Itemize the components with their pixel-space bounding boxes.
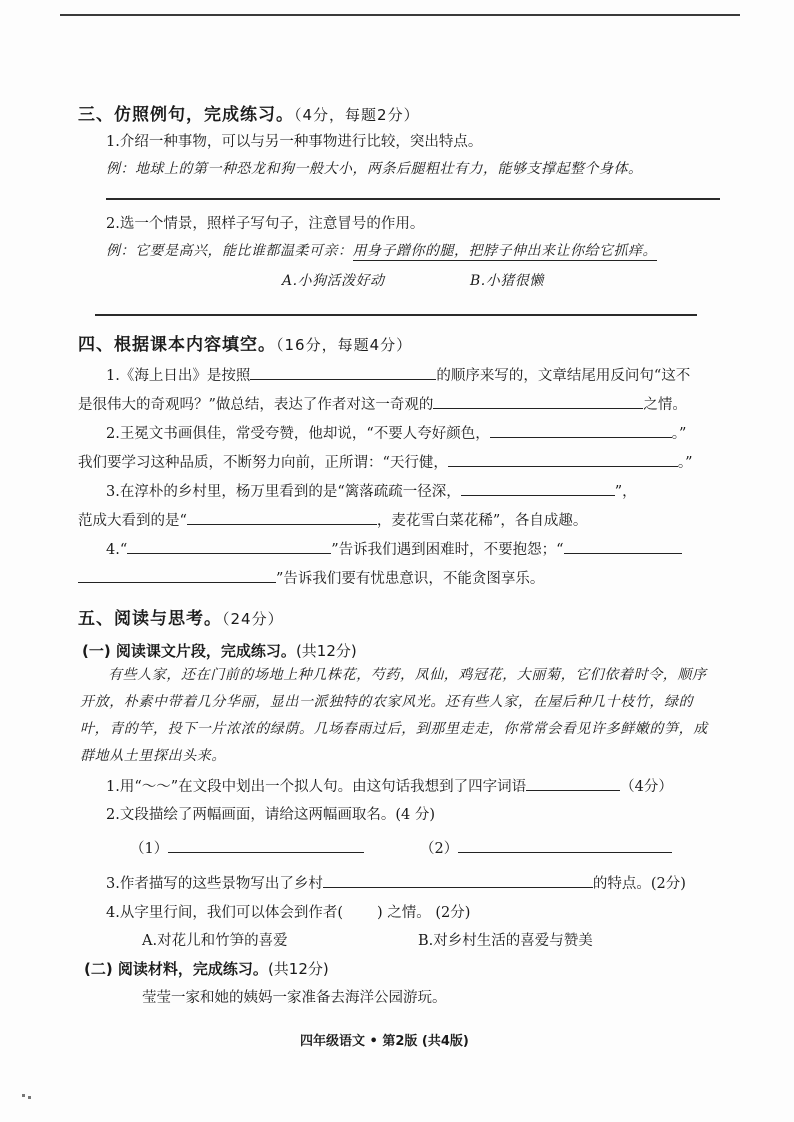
sec5-part2-title: (二) 阅读材料，完成练习。 — [84, 960, 268, 978]
scan-speck — [28, 1096, 31, 1099]
sec5-q2: 2.文段描绘了两幅画面，请给这两幅画取名。(4 分) — [106, 807, 435, 823]
sec5-q3 — [106, 872, 686, 893]
sec3-example-2-underlined: 用身子蹭你的腿，把脖子伸出来让你给它抓痒。 — [352, 243, 657, 259]
section-5-points: （24分） — [222, 610, 284, 628]
sec4-q4-line1 — [106, 538, 682, 559]
section-3-title: 三、仿照例句，完成练习。 — [78, 105, 294, 125]
top-rule — [60, 14, 740, 16]
sec4-q3-line2 — [78, 509, 587, 530]
blank-sunrise-feeling[interactable] — [433, 393, 643, 409]
sec5-q2-label-1: （1） — [130, 841, 169, 857]
blank-proverb-1[interactable] — [127, 538, 331, 554]
sec3-example-1: 例：地球上的第一种恐龙和狗一般大小，两条后腿粗壮有力，能够支撑起整个身体。 — [106, 161, 643, 177]
sec5-q3-text-b: 的特点。(2分) — [592, 876, 686, 892]
sec5-part1-heading — [82, 640, 357, 661]
sec5-q1-text: 1.用“～～”在文段中划出一个拟人句。由这句话我想到了四字词语 — [106, 779, 527, 795]
sec4-q2-text-b: 。” — [671, 426, 687, 442]
sec3-question-1: 1.介绍一种事物，可以与另一种事物进行比较，突出特点。 — [106, 134, 483, 150]
sec4-q3-text-a: 3.在淳朴的乡村里，杨万里看到的是“篱落疏疏一径深， — [106, 484, 461, 500]
sec5-part2-text: 莹莹一家和她的姨妈一家准备去海洋公园游玩。 — [142, 990, 447, 1006]
answer-line-3-2 — [95, 314, 697, 316]
page-footer: 四年级语文 • 第2版 (共4版) — [300, 1034, 469, 1049]
sec5-q4-option-b: B.对乡村生活的喜爱与赞美 — [418, 933, 593, 949]
sec3-example-2-plain: 例：它要是高兴，能比谁都温柔可亲： — [106, 243, 353, 259]
sec5-q4-option-a: A.对花儿和竹笋的喜爱 — [142, 933, 288, 949]
sec4-q4-text-c: ”告诉我们要有忧患意识，不能贪图享乐。 — [276, 571, 545, 587]
blank-proverb-2b[interactable] — [78, 567, 276, 583]
sec4-q3-text-d: ，麦花雪白菜花稀”，各自成趣。 — [376, 513, 588, 529]
sec3-example-2 — [106, 240, 657, 260]
sec5-q2-answer-2 — [420, 837, 672, 858]
blank-four-char-idiom[interactable] — [526, 775, 620, 791]
sec5-q3-text-a: 3.作者描写的这些景物写出了乡村 — [106, 876, 323, 892]
section-3-heading — [78, 100, 420, 125]
sec5-q4 — [106, 901, 470, 922]
sec5-q4-text-b: ) 之情。 (2分) — [377, 905, 471, 921]
answer-line-3-1 — [106, 198, 720, 200]
sec4-q2-text-d: 。” — [677, 455, 693, 471]
sec5-part1-points: (共12分) — [295, 642, 357, 660]
sec4-q1-text-b: 的顺序来写的，文章结尾用反问句“这不 — [436, 368, 691, 384]
sec5-q4-text-a: 4.从字里行间，我们可以体会到作者( — [106, 905, 343, 921]
sec4-q4-text-b: ”告诉我们遇到困难时，不要抱怨；“ — [331, 542, 564, 558]
sec5-part1-title: (一) 阅读课文片段，完成练习。 — [82, 642, 296, 660]
sec5-part2-heading — [84, 958, 329, 979]
sec4-q1-line1 — [106, 364, 690, 385]
sec4-q2-text-c: 我们要学习这种品质，不断努力向前，正所谓：“天行健， — [78, 455, 448, 471]
blank-wangmian-poem[interactable] — [490, 422, 672, 438]
sec5-q1 — [106, 775, 673, 796]
sec4-q2-line2 — [78, 451, 693, 472]
sec4-q4-line2 — [78, 567, 544, 588]
sec4-q4-text-a: 4.“ — [106, 542, 128, 558]
blank-yangwanli-poem[interactable] — [461, 480, 615, 496]
blank-tianxingjian[interactable] — [448, 451, 678, 467]
sec5-part2-points: (共12分) — [267, 960, 329, 978]
scan-speck — [22, 1094, 25, 1097]
sec3-option-a: A.小狗活泼好动 — [282, 273, 385, 289]
section-4-points: （16分，每题4分） — [276, 336, 413, 354]
blank-sunrise-order[interactable] — [250, 364, 436, 380]
blank-fanchengda-poem[interactable] — [187, 509, 377, 525]
section-4-title: 四、根据课本内容填空。 — [78, 335, 276, 355]
blank-proverb-2a[interactable] — [564, 538, 682, 554]
section-5-heading — [78, 604, 284, 629]
section-4-heading — [78, 330, 412, 355]
blank-picture-name-2[interactable] — [458, 837, 672, 853]
blank-picture-name-1[interactable] — [168, 837, 364, 853]
sec4-q1-text-a: 1.《海上日出》是按照 — [106, 368, 251, 384]
sec4-q1-text-c: 是很伟大的奇观吗？”做总结，表达了作者对这一奇观的 — [78, 397, 434, 413]
blank-village-feature[interactable] — [323, 872, 593, 888]
sec4-q1-text-d: 之情。 — [643, 397, 687, 413]
sec4-q2-text-a: 2.王冕文书画俱佳，常受夸赞，他却说，“不要人夸好颜色， — [106, 426, 490, 442]
sec3-option-b: B.小猪很懒 — [470, 273, 544, 289]
section-3-points: （4分，每题2分） — [294, 106, 420, 124]
sec4-q2-line1 — [106, 422, 686, 443]
sec5-q2-answer-1 — [130, 837, 364, 858]
sec5-q1-points: （4分） — [620, 779, 673, 795]
sec4-q1-line2 — [78, 393, 687, 414]
reading-passage: 有些人家，还在门前的场地上种几株花，芍药，凤仙，鸡冠花，大丽菊，它们依着时令，顺序开放，朴素中带着几分华丽，显出一派独特的农家风光。还有些人家，在屋后种几十枝竹，绿的叶，青的竿，投下一片浓浓的绿荫。几场春雨过后，到那里走走，你常常会看见许多鲜嫩的笋，成群地从土里探出头来。 — [80, 667, 708, 764]
sec4-q3-text-b: ”， — [614, 484, 637, 500]
sec4-q3-line1 — [106, 480, 637, 501]
sec4-q3-text-c: 范成大看到的是“ — [78, 513, 187, 529]
sec3-question-2: 2.选一个情景，照样子写句子，注意冒号的作用。 — [106, 216, 425, 232]
section-5-title: 五、阅读与思考。 — [78, 609, 222, 629]
sec5-q2-label-2: （2） — [420, 841, 459, 857]
